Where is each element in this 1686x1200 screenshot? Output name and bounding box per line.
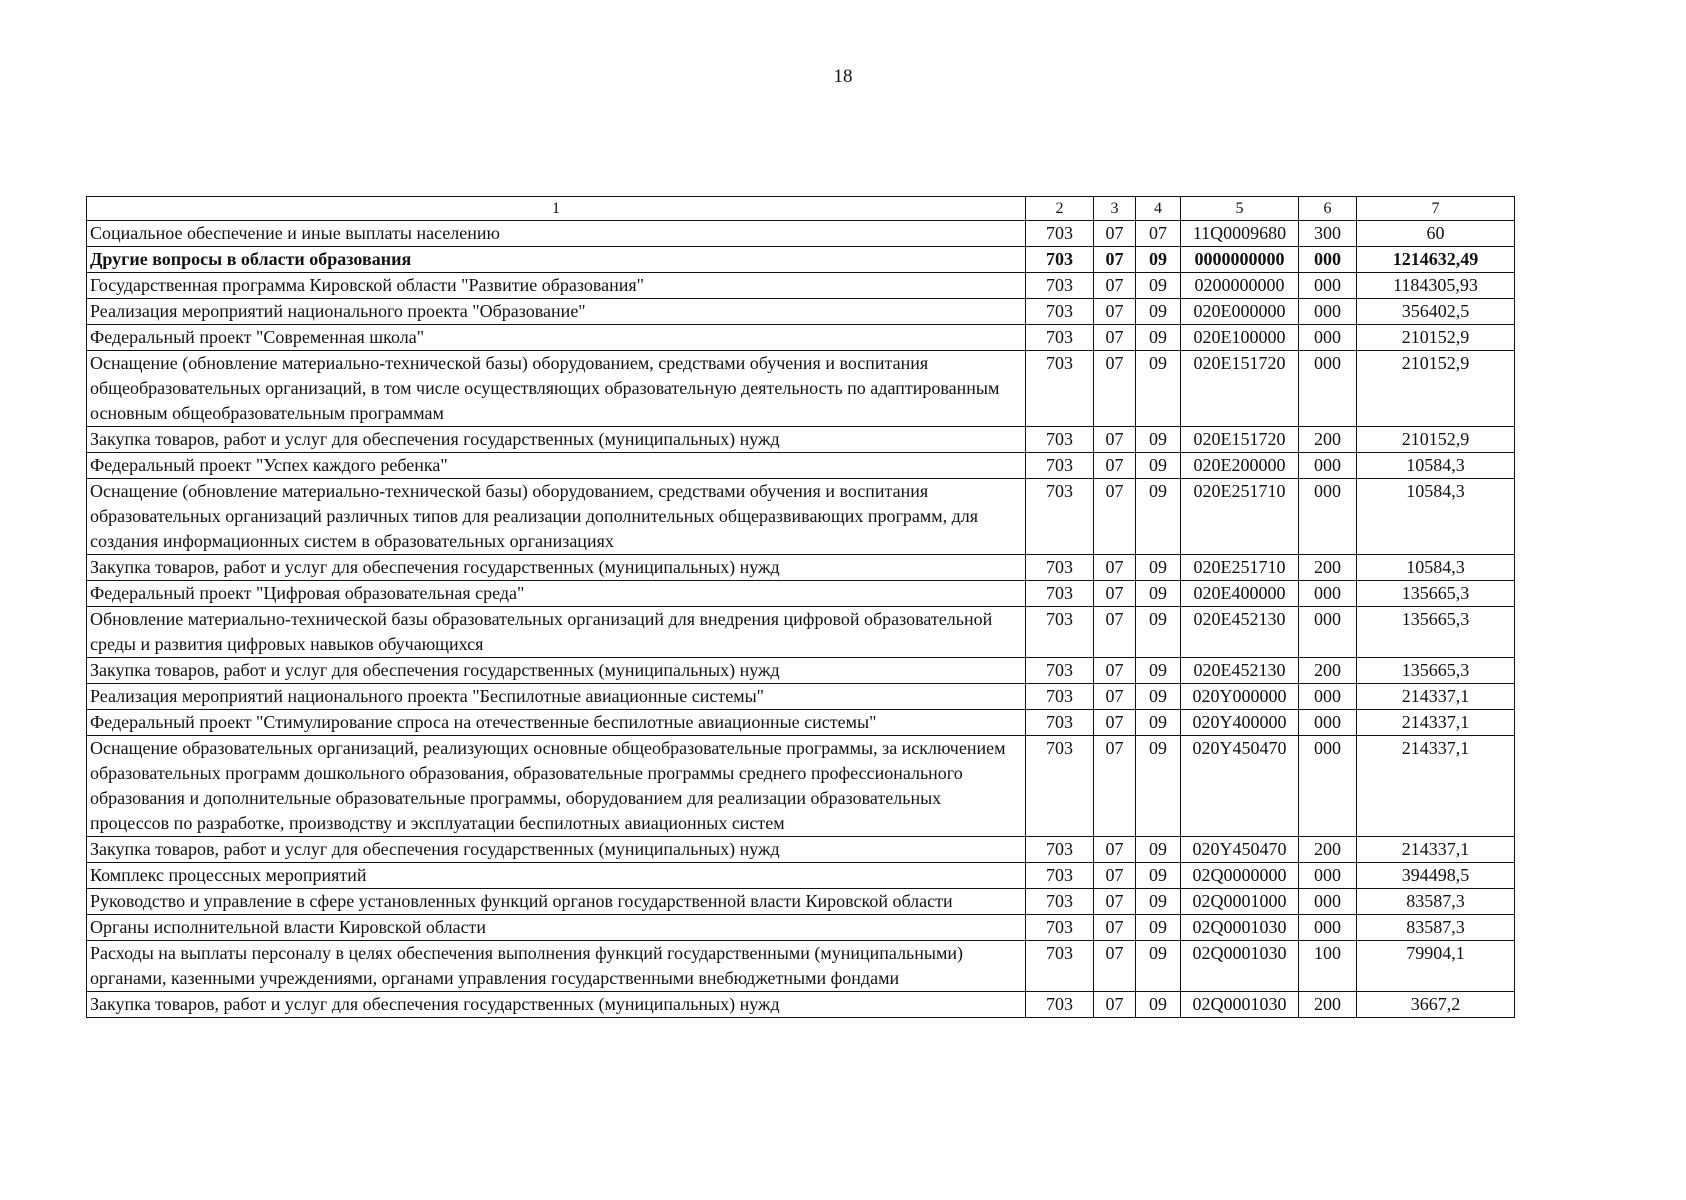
ministry-code-cell: 703 <box>1026 863 1094 889</box>
subsection-code-cell: 09 <box>1136 581 1181 607</box>
amount-cell: 210152,9 <box>1357 427 1515 453</box>
section-code-cell: 07 <box>1094 221 1136 247</box>
header-cell-3: 3 <box>1094 197 1136 221</box>
table-row <box>87 299 1515 325</box>
amount-cell: 60 <box>1357 221 1515 247</box>
table-row <box>87 581 1515 607</box>
subsection-code-cell: 09 <box>1136 889 1181 915</box>
table-body <box>87 197 1515 1018</box>
row-name-cell: Комплекс процессных мероприятий <box>87 863 1026 889</box>
section-code-cell: 07 <box>1094 427 1136 453</box>
amount-cell: 83587,3 <box>1357 915 1515 941</box>
amount-cell: 135665,3 <box>1357 581 1515 607</box>
table-row <box>87 941 1515 992</box>
table-row <box>87 684 1515 710</box>
header-cell-5: 5 <box>1181 197 1299 221</box>
subsection-code-cell: 09 <box>1136 273 1181 299</box>
ministry-code-cell: 703 <box>1026 299 1094 325</box>
row-name-cell: Государственная программа Кировской области "Развитие образования" <box>87 273 1026 299</box>
expense-type-cell: 300 <box>1299 221 1357 247</box>
amount-cell: 214337,1 <box>1357 837 1515 863</box>
target-article-cell: 020E251710 <box>1181 555 1299 581</box>
section-code-cell: 07 <box>1094 273 1136 299</box>
expense-type-cell: 000 <box>1299 299 1357 325</box>
page-number: 18 <box>833 66 853 87</box>
subsection-code-cell: 09 <box>1136 915 1181 941</box>
target-article-cell: 020E200000 <box>1181 453 1299 479</box>
target-article-cell: 020Y450470 <box>1181 736 1299 837</box>
amount-cell: 1184305,93 <box>1357 273 1515 299</box>
amount-cell: 356402,5 <box>1357 299 1515 325</box>
table-row <box>87 889 1515 915</box>
amount-cell: 135665,3 <box>1357 607 1515 658</box>
row-name-cell: Закупка товаров, работ и услуг для обеспечения государственных (муниципальных) нужд <box>87 837 1026 863</box>
target-article-cell: 020E452130 <box>1181 607 1299 658</box>
amount-cell: 394498,5 <box>1357 863 1515 889</box>
row-name-cell: Закупка товаров, работ и услуг для обеспечения государственных (муниципальных) нужд <box>87 992 1026 1018</box>
subsection-code-cell: 09 <box>1136 427 1181 453</box>
row-name-cell: Федеральный проект "Цифровая образовательная среда" <box>87 581 1026 607</box>
expense-type-cell: 100 <box>1299 941 1357 992</box>
ministry-code-cell: 703 <box>1026 607 1094 658</box>
subsection-code-cell: 09 <box>1136 299 1181 325</box>
expense-type-cell: 000 <box>1299 915 1357 941</box>
row-name-cell: Органы исполнительной власти Кировской области <box>87 915 1026 941</box>
table-row <box>87 736 1515 837</box>
ministry-code-cell: 703 <box>1026 479 1094 555</box>
target-article-cell: 02Q0001030 <box>1181 941 1299 992</box>
subsection-code-cell: 09 <box>1136 607 1181 658</box>
target-article-cell: 020E452130 <box>1181 658 1299 684</box>
expense-type-cell: 000 <box>1299 710 1357 736</box>
table-row <box>87 273 1515 299</box>
ministry-code-cell: 703 <box>1026 736 1094 837</box>
expense-type-cell: 200 <box>1299 658 1357 684</box>
table-row <box>87 607 1515 658</box>
table-row <box>87 658 1515 684</box>
ministry-code-cell: 703 <box>1026 658 1094 684</box>
table-row <box>87 325 1515 351</box>
header-cell-6: 6 <box>1299 197 1357 221</box>
target-article-cell: 020E000000 <box>1181 299 1299 325</box>
subsection-code-cell: 09 <box>1136 479 1181 555</box>
section-code-cell: 07 <box>1094 863 1136 889</box>
target-article-cell: 020E400000 <box>1181 581 1299 607</box>
expense-type-cell: 000 <box>1299 736 1357 837</box>
row-name-cell: Федеральный проект "Стимулирование спроса на отечественные беспилотные авиационные системы" <box>87 710 1026 736</box>
expense-type-cell: 000 <box>1299 453 1357 479</box>
ministry-code-cell: 703 <box>1026 221 1094 247</box>
row-name-cell: Федеральный проект "Современная школа" <box>87 325 1026 351</box>
section-code-cell: 07 <box>1094 325 1136 351</box>
ministry-code-cell: 703 <box>1026 325 1094 351</box>
target-article-cell: 020Y450470 <box>1181 837 1299 863</box>
header-cell-2: 2 <box>1026 197 1094 221</box>
expense-type-cell: 000 <box>1299 581 1357 607</box>
row-name-cell: Руководство и управление в сфере установленных функций органов государственной власти Кировской области <box>87 889 1026 915</box>
row-name-cell: Федеральный проект "Успех каждого ребенка" <box>87 453 1026 479</box>
section-code-cell: 07 <box>1094 941 1136 992</box>
ministry-code-cell: 703 <box>1026 992 1094 1018</box>
table-row <box>87 221 1515 247</box>
table-row <box>87 710 1515 736</box>
expense-type-cell: 000 <box>1299 889 1357 915</box>
ministry-code-cell: 703 <box>1026 684 1094 710</box>
amount-cell: 210152,9 <box>1357 325 1515 351</box>
ministry-code-cell: 703 <box>1026 581 1094 607</box>
amount-cell: 214337,1 <box>1357 736 1515 837</box>
section-code-cell: 07 <box>1094 581 1136 607</box>
row-name-cell: Закупка товаров, работ и услуг для обеспечения государственных (муниципальных) нужд <box>87 555 1026 581</box>
expense-type-cell: 200 <box>1299 555 1357 581</box>
header-cell-7: 7 <box>1357 197 1515 221</box>
table-row <box>87 863 1515 889</box>
row-name-cell: Расходы на выплаты персоналу в целях обеспечения выполнения функций государственными (муниципальными) органами, казенными учреждениями, органами управления государственными внебюджетными фондами <box>87 941 1026 992</box>
subsection-code-cell: 09 <box>1136 736 1181 837</box>
expense-type-cell: 000 <box>1299 479 1357 555</box>
table-row <box>87 351 1515 427</box>
subsection-code-cell: 09 <box>1136 555 1181 581</box>
subsection-code-cell: 09 <box>1136 863 1181 889</box>
header-cell-1: 1 <box>87 197 1026 221</box>
ministry-code-cell: 703 <box>1026 351 1094 427</box>
ministry-code-cell: 703 <box>1026 453 1094 479</box>
expense-type-cell: 000 <box>1299 273 1357 299</box>
target-article-cell: 020E151720 <box>1181 351 1299 427</box>
section-code-cell: 07 <box>1094 479 1136 555</box>
target-article-cell: 02Q0001030 <box>1181 992 1299 1018</box>
ministry-code-cell: 703 <box>1026 837 1094 863</box>
ministry-code-cell: 703 <box>1026 555 1094 581</box>
subsection-code-cell: 09 <box>1136 453 1181 479</box>
target-article-cell: 02Q0001030 <box>1181 915 1299 941</box>
subsection-code-cell: 09 <box>1136 658 1181 684</box>
subsection-code-cell: 09 <box>1136 325 1181 351</box>
row-name-cell: Реализация мероприятий национального проекта "Беспилотные авиационные системы" <box>87 684 1026 710</box>
section-code-cell: 07 <box>1094 607 1136 658</box>
table-row <box>87 555 1515 581</box>
row-name-cell: Другие вопросы в области образования <box>87 247 1026 273</box>
expense-type-cell: 200 <box>1299 992 1357 1018</box>
section-code-cell: 07 <box>1094 736 1136 837</box>
amount-cell: 79904,1 <box>1357 941 1515 992</box>
target-article-cell: 020Y000000 <box>1181 684 1299 710</box>
section-code-cell: 07 <box>1094 351 1136 427</box>
row-name-cell: Обновление материально-технической базы образовательных организаций для внедрения цифровой образовательной среды и развития цифровых навыков обучающихся <box>87 607 1026 658</box>
table-row <box>87 427 1515 453</box>
ministry-code-cell: 703 <box>1026 247 1094 273</box>
expense-type-cell: 000 <box>1299 247 1357 273</box>
ministry-code-cell: 703 <box>1026 941 1094 992</box>
ministry-code-cell: 703 <box>1026 889 1094 915</box>
amount-cell: 10584,3 <box>1357 453 1515 479</box>
subsection-code-cell: 09 <box>1136 710 1181 736</box>
amount-cell: 214337,1 <box>1357 684 1515 710</box>
target-article-cell: 020E100000 <box>1181 325 1299 351</box>
subsection-code-cell: 09 <box>1136 837 1181 863</box>
amount-cell: 210152,9 <box>1357 351 1515 427</box>
budget-table <box>86 196 1515 1018</box>
expense-type-cell: 000 <box>1299 684 1357 710</box>
row-name-cell: Оснащение (обновление материально-технической базы) оборудованием, средствами обучения и воспитания общеобразовательных организаций, в том числе осуществляющих образовательную деятельность по адаптированным основным общеобразовательным программам <box>87 351 1026 427</box>
table-row <box>87 479 1515 555</box>
ministry-code-cell: 703 <box>1026 427 1094 453</box>
section-code-cell: 07 <box>1094 555 1136 581</box>
expense-type-cell: 000 <box>1299 607 1357 658</box>
row-name-cell: Реализация мероприятий национального проекта "Образование" <box>87 299 1026 325</box>
section-code-cell: 07 <box>1094 889 1136 915</box>
ministry-code-cell: 703 <box>1026 915 1094 941</box>
amount-cell: 10584,3 <box>1357 479 1515 555</box>
target-article-cell: 11Q0009680 <box>1181 221 1299 247</box>
section-code-cell: 07 <box>1094 658 1136 684</box>
section-code-cell: 07 <box>1094 837 1136 863</box>
target-article-cell: 0000000000 <box>1181 247 1299 273</box>
section-code-cell: 07 <box>1094 299 1136 325</box>
amount-cell: 10584,3 <box>1357 555 1515 581</box>
section-code-cell: 07 <box>1094 453 1136 479</box>
header-cell-4: 4 <box>1136 197 1181 221</box>
target-article-cell: 0200000000 <box>1181 273 1299 299</box>
ministry-code-cell: 703 <box>1026 710 1094 736</box>
table-row <box>87 992 1515 1018</box>
target-article-cell: 020E151720 <box>1181 427 1299 453</box>
target-article-cell: 020E251710 <box>1181 479 1299 555</box>
subsection-code-cell: 09 <box>1136 247 1181 273</box>
subsection-code-cell: 09 <box>1136 992 1181 1018</box>
target-article-cell: 02Q0000000 <box>1181 863 1299 889</box>
expense-type-cell: 000 <box>1299 325 1357 351</box>
row-name-cell: Закупка товаров, работ и услуг для обеспечения государственных (муниципальных) нужд <box>87 427 1026 453</box>
table-row <box>87 247 1515 273</box>
row-name-cell: Социальное обеспечение и иные выплаты населению <box>87 221 1026 247</box>
section-code-cell: 07 <box>1094 992 1136 1018</box>
table-row <box>87 837 1515 863</box>
table-row <box>87 915 1515 941</box>
row-name-cell: Оснащение образовательных организаций, реализующих основные общеобразовательные программы, за исключением образовательных программ дошкольного образования, образовательные программы среднего профессионального образования и дополнительные образовательные программы, оборудованием для реализации образовательных процессов по разработке, производству и эксплуатации беспилотных авиационных систем <box>87 736 1026 837</box>
section-code-cell: 07 <box>1094 710 1136 736</box>
header-row <box>87 197 1515 221</box>
expense-type-cell: 000 <box>1299 863 1357 889</box>
amount-cell: 83587,3 <box>1357 889 1515 915</box>
section-code-cell: 07 <box>1094 915 1136 941</box>
amount-cell: 1214632,49 <box>1357 247 1515 273</box>
ministry-code-cell: 703 <box>1026 273 1094 299</box>
row-name-cell: Закупка товаров, работ и услуг для обеспечения государственных (муниципальных) нужд <box>87 658 1026 684</box>
subsection-code-cell: 09 <box>1136 941 1181 992</box>
amount-cell: 214337,1 <box>1357 710 1515 736</box>
section-code-cell: 07 <box>1094 247 1136 273</box>
table-row <box>87 453 1515 479</box>
amount-cell: 135665,3 <box>1357 658 1515 684</box>
expense-type-cell: 200 <box>1299 837 1357 863</box>
target-article-cell: 020Y400000 <box>1181 710 1299 736</box>
subsection-code-cell: 07 <box>1136 221 1181 247</box>
target-article-cell: 02Q0001000 <box>1181 889 1299 915</box>
subsection-code-cell: 09 <box>1136 351 1181 427</box>
expense-type-cell: 000 <box>1299 351 1357 427</box>
subsection-code-cell: 09 <box>1136 684 1181 710</box>
expense-type-cell: 200 <box>1299 427 1357 453</box>
row-name-cell: Оснащение (обновление материально-технической базы) оборудованием, средствами обучения и воспитания образовательных организаций различных типов для реализации дополнительных общеразвивающих программ, для создания информационных систем в образовательных организациях <box>87 479 1026 555</box>
section-code-cell: 07 <box>1094 684 1136 710</box>
amount-cell: 3667,2 <box>1357 992 1515 1018</box>
